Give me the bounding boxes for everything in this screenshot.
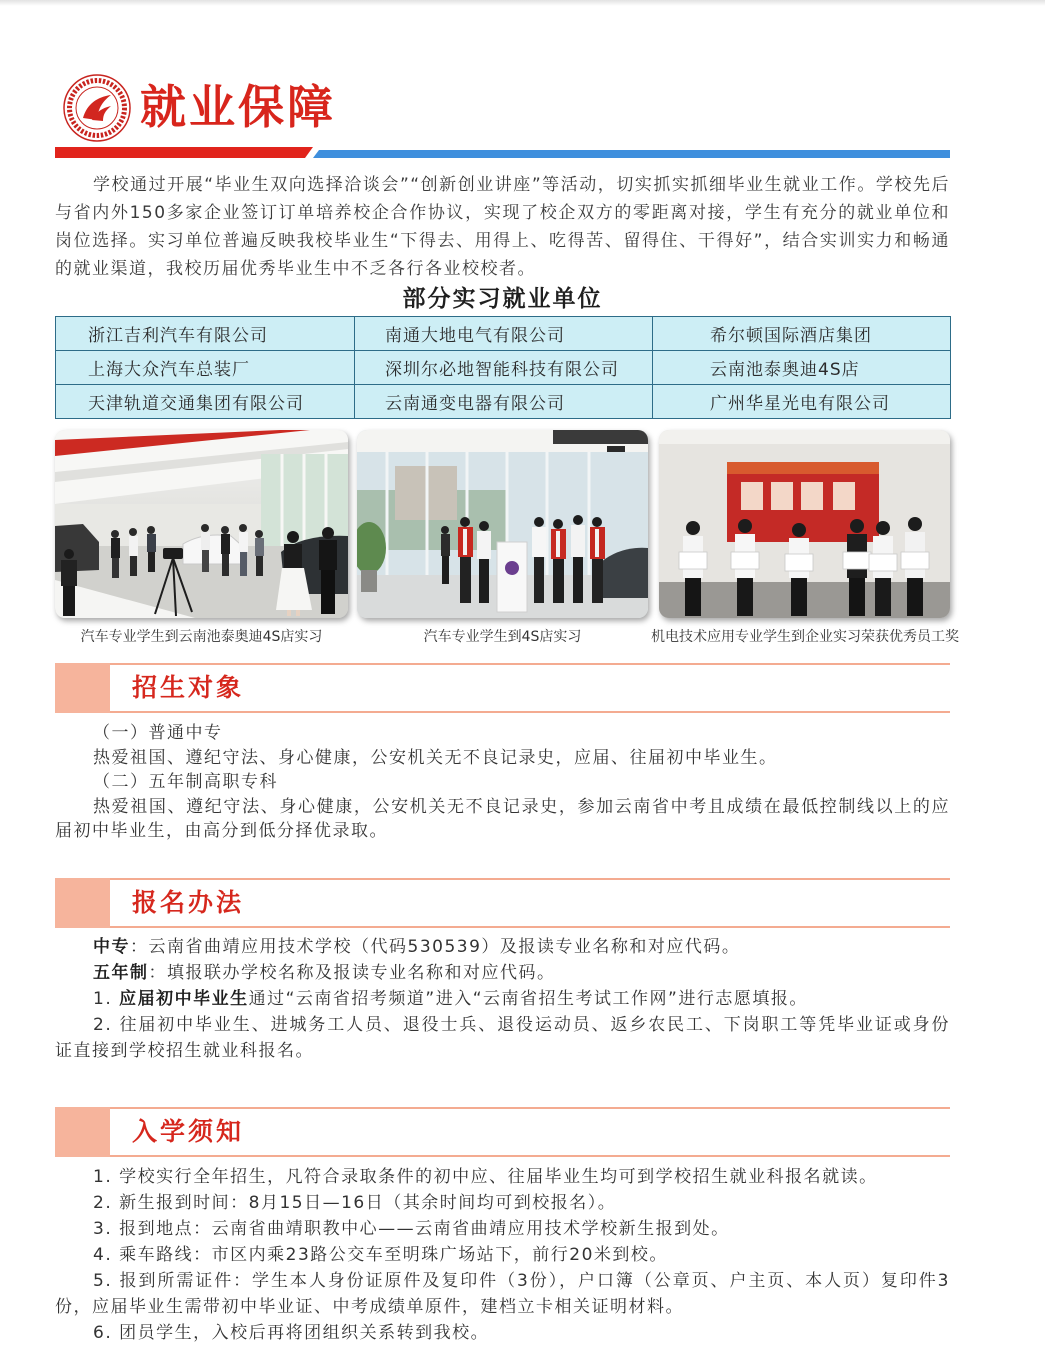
ceiling-dark-panel	[553, 430, 648, 444]
section-body-enrollment	[55, 721, 950, 844]
section-title: 招生对象	[132, 673, 245, 702]
list-item: 5. 报到所需证件：学生本人身份证原件及复印件（3份），户口簿（公章页、户主页、本人页）复印件3份，应届毕业生需带初中毕业证、中考成绩单原件，建档立卡相关证明材料。	[55, 1271, 950, 1317]
video-camera	[163, 548, 183, 559]
page-title: 就业保障	[140, 80, 336, 134]
table-cell: 浙江吉利汽车有限公司	[56, 317, 355, 351]
table-cell: 天津轨道交通集团有限公司	[56, 385, 355, 419]
table-cell: 希尔顿国际酒店集团	[653, 317, 951, 351]
photo-outstanding-employee-award	[659, 430, 950, 618]
list-item: 6. 团员学生，入校后再将团组织关系转到我校。	[93, 1323, 490, 1343]
podium	[497, 542, 527, 612]
exit-sign	[607, 446, 625, 452]
top-edge-strip	[0, 0, 1045, 6]
list-item	[55, 960, 950, 986]
requirement-text: 热爱祖国、遵纪守法、身心健康，公安机关无不良记录史，应届、往届初中毕业生。	[93, 747, 778, 768]
list-item: 1. 学校实行全年招生，凡符合录取条件的初中应、往届毕业生均可到学校招生就业科报名就读。	[93, 1167, 878, 1187]
photo-caption: 汽车专业学生到云南池泰奥迪4S店实习	[80, 629, 323, 645]
section-accent-block	[55, 663, 110, 713]
title-underline-bar	[55, 147, 950, 159]
photo-showroom-internship	[55, 430, 348, 618]
item-label: 中专	[93, 937, 130, 957]
section-body-registration	[55, 934, 950, 1064]
item-label: 应届初中毕业生	[119, 989, 249, 1009]
list-item: 2. 新生报到时间：8月15日—16日（其余时间均可到校报名）。	[93, 1193, 617, 1213]
list-item	[55, 934, 950, 960]
section-header-enrollment	[55, 663, 950, 713]
table-cell: 上海大众汽车总装厂	[56, 351, 355, 385]
section-body-admission	[55, 1164, 950, 1346]
section-accent-block	[55, 878, 110, 928]
item-text: ：云南省曲靖应用技术学校（代码530539）及报读专业名称和对应代码。	[130, 937, 741, 957]
section-header-registration	[55, 878, 950, 928]
item-label: 五年制	[93, 963, 149, 983]
list-item	[55, 986, 950, 1012]
table-cell: 南通大地电气有限公司	[355, 317, 653, 351]
podium-logo	[505, 561, 519, 575]
section-title: 入学须知	[132, 1117, 245, 1146]
subsection-heading: （一）普通中专	[93, 723, 223, 743]
table-cell: 云南池泰奥迪4S店	[653, 351, 951, 385]
item-number: 1.	[93, 989, 120, 1009]
photo-caption: 汽车专业学生到4S店实习	[423, 629, 582, 645]
photo-4s-store-internship	[357, 430, 648, 618]
item-text: 通过“云南省招考频道”进入“云南省招生考试工作网”进行志愿填报。	[248, 989, 808, 1009]
item-text: ：填报联办学校名称及报读专业名称和对应代码。	[148, 963, 556, 983]
requirement-text: 热爱祖国、遵纪守法、身心健康，公安机关无不良记录史，参加云南省中考且成绩在最低控制线以上的应届初中毕业生，由高分到低分择优录取。	[55, 796, 950, 841]
list-item: 3. 报到地点：云南省曲靖职教中心——云南省曲靖应用技术学校新生报到处。	[93, 1219, 730, 1239]
partner-units-title: 部分实习就业单位	[402, 286, 603, 312]
subsection-heading: （二）五年制高职专科	[93, 772, 278, 792]
table-cell: 云南通变电器有限公司	[355, 385, 653, 419]
photo-caption: 机电技术应用专业学生到企业实习荣获优秀员工奖	[651, 629, 959, 645]
section-header-admission	[55, 1107, 950, 1157]
table-row	[56, 317, 951, 351]
plant-pot	[361, 570, 377, 592]
award-scene	[659, 430, 950, 618]
school-emblem-icon	[62, 73, 132, 143]
table-cell: 广州华星光电有限公司	[653, 385, 951, 419]
table-cell: 深圳尔必地智能科技有限公司	[355, 351, 653, 385]
underline-blue-segment	[313, 150, 950, 158]
showroom-scene	[55, 430, 348, 618]
section-title: 报名办法	[132, 888, 245, 917]
list-item: 2. 往届初中毕业生、进城务工人员、退役士兵、退役运动员、返乡农民工、下岗职工等凭毕业证或身份证直接到学校招生就业科报名。	[55, 1015, 950, 1061]
table-row	[56, 351, 951, 385]
store-scene	[357, 430, 648, 618]
ceiling	[659, 430, 950, 444]
intro-paragraph: 学校通过开展“毕业生双向选择洽谈会”“创新创业讲座”等活动，切实抓实抓细毕业生就业工作。学校先后与省内外150多家企业签订订单培养校企合作协议，实现了校企双方的零距离对接，学生有充分的就业单位和岗位选择。实习单位普遍反映我校毕业生“下得去、用得上、吃得苦、留得住、干得好”，结合实训实力和畅通的就业渠道，我校历届优秀毕业生中不乏各行各业校校者。	[55, 175, 950, 279]
school-emblem-graphic	[62, 73, 132, 143]
partner-units-table	[55, 316, 951, 419]
table-row	[56, 385, 951, 419]
section-accent-block	[55, 1107, 110, 1157]
screen-title-bar	[727, 462, 879, 474]
underline-red-segment	[55, 147, 313, 158]
list-item: 4. 乘车路线：市区内乘23路公交车至明珠广场站下，前行20米到校。	[93, 1245, 668, 1265]
